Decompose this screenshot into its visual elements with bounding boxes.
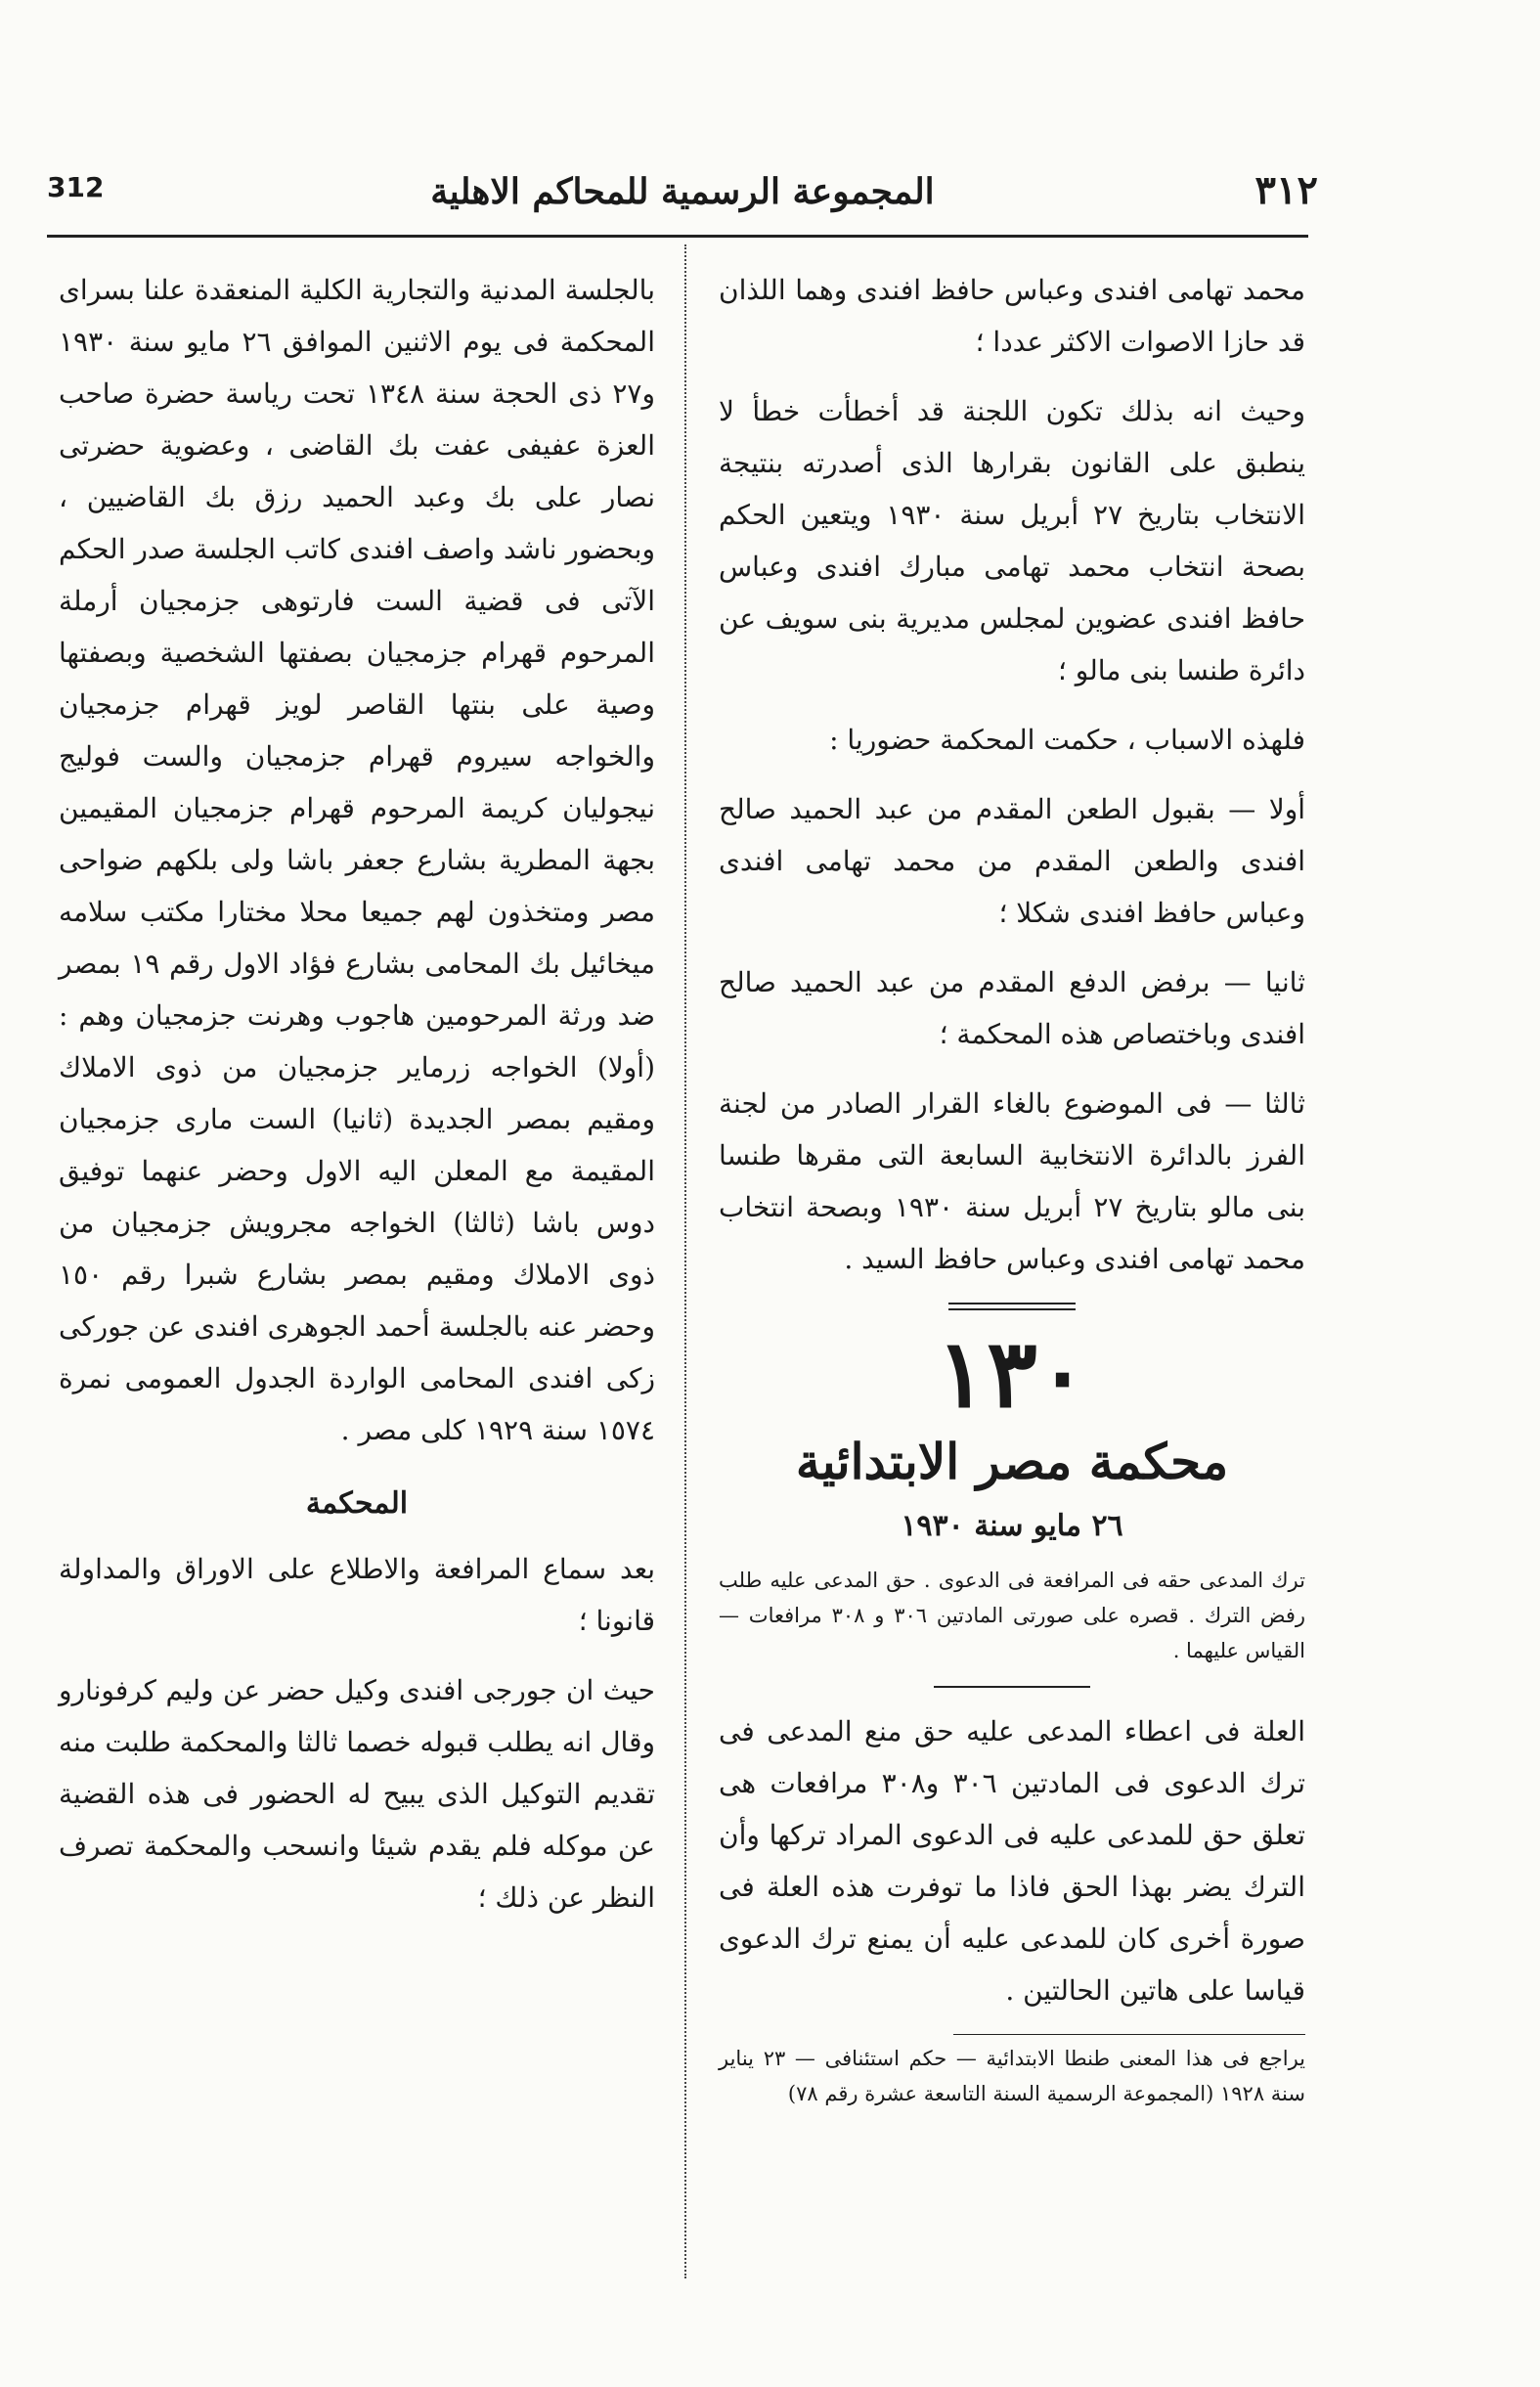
paragraph: محمد تهامى افندى وعباس حافظ افندى وهما اللذان قد حازا الاصوات الاكثر عددا ؛ [719,274,1305,358]
ornament-rule [948,1303,1076,1304]
paragraph: وحيث انه بذلك تكون اللجنة قد أخطأت خطأ لا ينطبق على القانون بقرارها الذى أصدرته بنتيجة الانتخاب بتاريخ ٢٧ أبريل سنة ١٩٣٠ ويتعين الحكم بصحة انتخاب محمد تهامى مبارك افندى وعباس حافظ افندى عضوين لمجلس مديرية بنى سويف عن دائرة طنسا بنى مالو ؛ [719,395,1305,686]
intro-paragraph: بالجلسة المدنية والتجارية الكلية المنعقدة علنا بسراى المحكمة فى يوم الاثنين الموافق ٢٦ مايو سنة ١٩٣٠ و٢٧ ذى الحجة سنة ١٣٤٨ تحت رياسة حضرة صاحب العزة عفيفى عفت بك القاضى ، وعضوية حضرتى نصار على بك وعبد الحميد رزق بك القاضيين ، وبحضور ناشد واصف افندى كاتب الجلسة صدر الحكم الآتى فى قضية الست فارتوهى جزمجيان أرملة المرحوم قهرام جزمجيان بصفتها الشخصية وبصفتها وصية على بنتها القاصر لويز قهرام جزمجيان والخواجه سيروم قهرام جزمجيان والست فوليج نيجوليان كريمة المرحوم قهرام جزمجيان المقيمين بجهة المطرية بشارع جعفر باشا ولى بلكهم ضواحى مصر ومتخذون لهم جميعا محلا مختارا مكتب سلامه ميخائيل بك المحامى بشارع فؤاد الاول رقم ١٩ بمصر ضد ورثة المرحومين هاجوب وهرنت جزمجيان وهم : (أولا) الخواجه زرماير جزمجيان من ذوى الاملاك ومقيم بمصر الجديدة (ثانيا) الست مارى جزمجيان المقيمة مع المعلن اليه الاول وحضر عنهما توفيق دوس باشا (ثالثا) الخواجه مجرويش جزمجيان من ذوى الاملاك ومقيم بمصر بشارع شبرا رقم ١٥٠ وحضر عنه بالجلسة أحمد الجوهرى افندى عن جوركى زكى افندى المحامى الواردة الجدول العمومى نمرة ١٥٧٤ سنة ١٩٢٩ كلى مصر . [59,274,655,1446]
header-rule [47,235,1308,238]
right-column [719,264,1305,2129]
left-column [59,264,655,1941]
footnote: يراجع فى هذا المعنى طنطا الابتدائية — حكم استئنافى — ٢٣ يناير سنة ١٩٢٨ (المجموعة الرسمية السنة التاسعة عشرة رقم ٧٨) [719,2047,1306,2105]
running-title: المجموعة الرسمية للمحاكم الاهلية [430,171,935,212]
ornament-rule [948,1308,1076,1310]
legal-principle: العلة فى اعطاء المدعى عليه حق منع المدعى فى ترك الدعوى فى المادتين ٣٠٦ و٣٠٨ مرافعات هى تعلق حق للمدعى عليه فى الدعوى المراد تركها وأن الترك يضر بهذا الحق فاذا ما توفرت هذه العلة فى صورة أخرى كان للمدعى عليه أن يمنع ترك الدعوى قياسا على هاتين الحالتين . [719,1715,1306,2007]
court-name: محكمة مصر الابتدائية [795,1433,1229,1490]
paragraph: حيث ان جورجى افندى وكيل حضر عن وليم كرفونارو وقال انه يطلب قبوله خصما ثالثا والمحكمة طلبت منه تقديم التوكيل الذى يبيح له الحضور فى هذه القضية عن موكله فلم يقدم شيئا وانسحب والمحكمة تصرف النظر عن ذلك ؛ [59,1674,655,1914]
paragraph: فلهذه الاسباب ، حكمت المحكمة حضوريا : [829,724,1305,756]
separator-rule [934,1686,1090,1688]
footnote-rule [953,2034,1305,2035]
page-header [47,161,1318,230]
column-divider [684,244,686,2278]
case-date: ٢٦ مايو سنة ١٩٣٠ [901,1509,1123,1543]
paragraph: ثالثا — فى الموضوع بالغاء القرار الصادر من لجنة الفرز بالدائرة الانتخابية السابعة التى مقرها طنسا بنى مالو بتاريخ ٢٧ أبريل سنة ١٩٣٠ وبصحة انتخاب محمد تهامى افندى وعباس حافظ السيد . [719,1087,1306,1275]
section-heading: المحكمة [305,1486,409,1521]
paragraph: بعد سماع المرافعة والاطلاع على الاوراق والمداولة قانونا ؛ [59,1553,655,1637]
paragraph: أولا — بقبول الطعن المقدم من عبد الحميد صالح افندى والطعن المقدم من محمد تهامى افندى وعباس حافظ افندى شكلا ؛ [719,793,1305,929]
headnote: ترك المدعى حقه فى المرافعة فى الدعوى . حق المدعى عليه طلب رفض الترك . قصره على صورتى المادتين ٣٠٦ و ٣٠٨ مرافعات — القياس عليهما . [719,1569,1306,1662]
page-number-latin: 312 [47,171,105,203]
case-number: ١٣٠ [936,1318,1088,1429]
paragraph: ثانيا — برفض الدفع المقدم من عبد الحميد صالح افندى وباختصاص هذه المحكمة ؛ [719,966,1305,1050]
page-number-arabic: ٣١٢ [1254,167,1318,213]
